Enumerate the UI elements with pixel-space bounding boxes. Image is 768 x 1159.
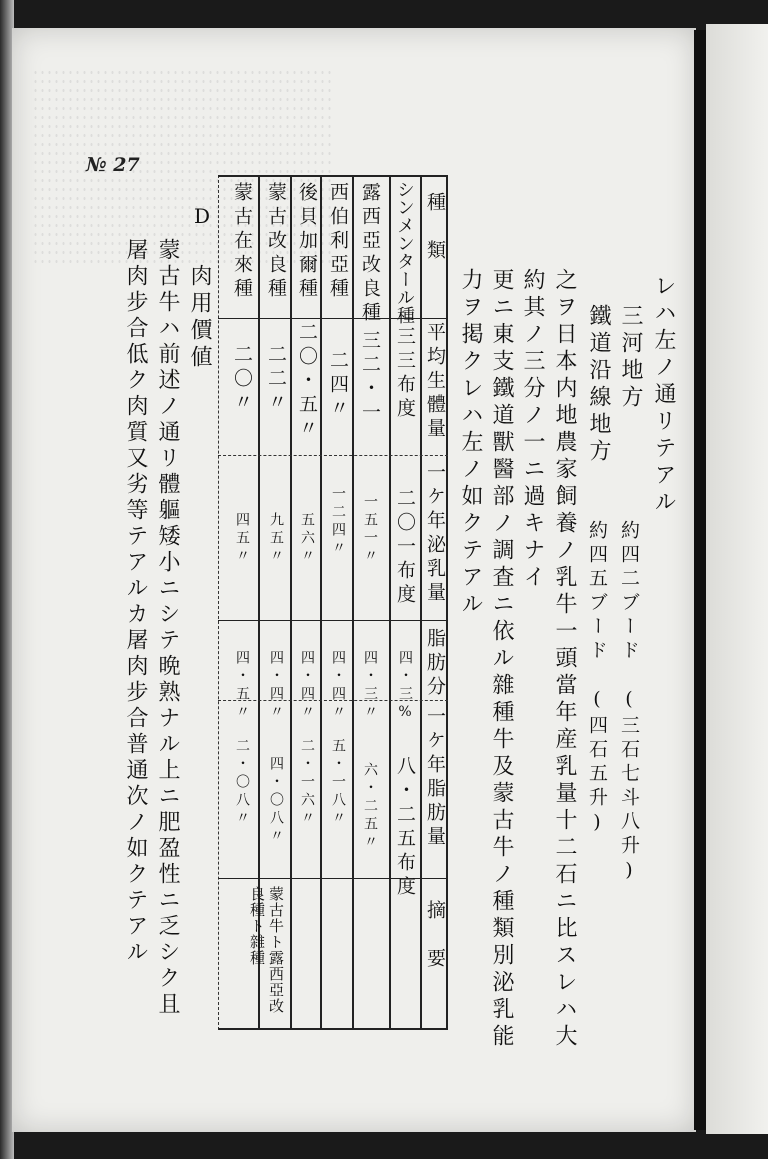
row-3-milk: 一二四〃	[330, 486, 346, 558]
table-rule-left	[218, 175, 219, 1030]
text-line-3-amount: 約四五ブード (四石五升)	[586, 520, 608, 838]
row-3-kind: 西伯利亞種	[327, 182, 349, 302]
text-line-2-amount: 約四二ブード (三石七斗八升)	[618, 520, 640, 886]
row-2-milk: 一五一〃	[362, 494, 378, 566]
table-rule-top	[218, 175, 448, 177]
table-rule-r3	[320, 175, 322, 1030]
header-fat-year: 一ケ年脂肪量	[424, 706, 446, 850]
section-line-2: 屠肉步合低ク肉質又劣等テアルカ屠肉步合普通次ノ如クテアル	[123, 238, 148, 966]
header-milk: 一ケ年泌乳量	[424, 462, 446, 606]
row-6-fat: 四・五〃	[234, 650, 250, 722]
section-title: 肉用價値	[187, 264, 212, 372]
header-fat: 脂肪分	[424, 628, 446, 700]
table-rule-col2	[218, 455, 448, 456]
text-line-3-region: 鐵道沿線地方	[586, 304, 611, 466]
text-line-2-region: 三河地方	[618, 304, 643, 412]
row-5-kind: 蒙古改良種	[265, 182, 287, 302]
row-2-weight: 三二・一	[359, 330, 381, 426]
row-6-fat-year: 二・〇八〃	[234, 738, 250, 828]
page-number: № 27	[86, 154, 140, 176]
book-spine	[694, 30, 706, 1130]
table-rule-col3	[218, 620, 448, 621]
row-5-fat-year: 四・〇八〃	[268, 756, 284, 846]
row-2-fat-year: 六・二五〃	[362, 762, 378, 852]
row-3-weight: 二四〃	[327, 350, 349, 422]
paper-speckle	[32, 68, 332, 268]
row-1-fat: 四・三%	[397, 650, 413, 724]
row-4-kind: 後貝加爾種	[296, 182, 318, 302]
row-1-fat-year: 八・二五布度	[394, 756, 416, 900]
text-line-4: 之ヲ日本内地農家飼養ノ乳牛一頭當年産乳量十二石ニ比スレハ大	[552, 268, 577, 1051]
row-2-fat: 四・三〃	[362, 650, 378, 722]
row-5-note: 蒙古牛ト露西亞改良種ト雜種	[248, 886, 285, 1014]
text-line-6: 更ニ東支鐵道獸醫部ノ調査ニ依ル雜種牛及蒙古牛ノ種類別泌乳能	[489, 268, 514, 1051]
section-line-1: 蒙古牛ハ前述ノ通リ體軀矮小ニシテ晩熟ナル上ニ肥盈性ニ乏シク且	[155, 238, 180, 1018]
row-3-fat-year: 五・一八〃	[330, 738, 346, 828]
row-4-milk: 五六〃	[299, 512, 315, 566]
row-6-milk: 四五〃	[234, 512, 250, 566]
section-letter: D	[190, 204, 214, 228]
table-rule-r2	[352, 175, 354, 1030]
table-rule-right	[446, 175, 448, 1030]
adjacent-page-edge	[706, 24, 768, 1134]
table-rule-r4	[290, 175, 292, 1030]
header-weight: 平均生體量	[424, 322, 446, 442]
text-line-7: 力ヲ掲クレハ左ノ如クテアル	[458, 268, 483, 619]
text-line-5: 約其ノ三分ノ一ニ過キナイ	[520, 268, 545, 592]
row-5-weight: 二二〃	[265, 344, 287, 416]
header-kind: 種 類	[424, 192, 446, 264]
row-6-weight: 二〇〃	[231, 344, 253, 416]
table-rule-header	[420, 175, 422, 1030]
row-4-weight: 二〇・五〃	[296, 322, 318, 442]
row-1-weight: 三三布度	[394, 326, 416, 422]
row-2-kind: 露西亞改良種	[359, 182, 381, 326]
row-1-milk: 二〇一布度	[394, 488, 416, 608]
row-4-fat: 四・四〃	[299, 650, 315, 722]
text-line-1: レハ左ノ通リテアル	[651, 274, 676, 517]
row-5-milk: 九五〃	[268, 512, 284, 566]
table-rule-bottom	[218, 1028, 448, 1030]
row-3-fat: 四・四〃	[330, 650, 346, 722]
row-4-fat-year: 二・一六〃	[299, 738, 315, 828]
header-note: 摘 要	[424, 900, 446, 972]
row-1-kind: シンメンタール種	[394, 180, 415, 324]
row-6-kind: 蒙古在來種	[231, 182, 253, 302]
table-rule-r1	[389, 175, 391, 1030]
row-5-fat: 四・四〃	[268, 650, 284, 722]
